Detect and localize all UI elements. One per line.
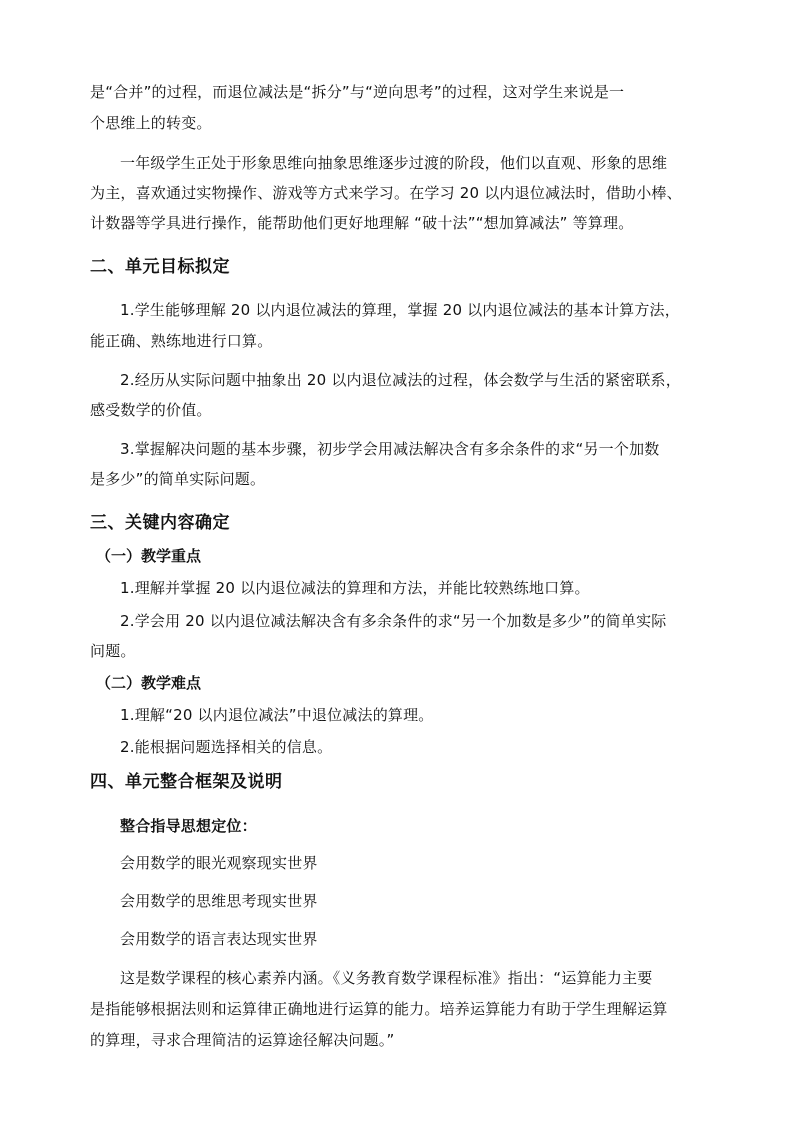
intro-line-2: 个思维上的转变。 — [90, 114, 212, 132]
intro-line-4: 为主，喜欢通过实物操作、游戏等方式来学习。在学习 20 以内退位减法时，借助小棒、 — [90, 184, 682, 202]
guiding-idea-label: 整合指导思想定位： — [120, 817, 257, 835]
key-point-1: 1.理解并掌握 20 以内退位减法的算理和方法，并能比较熟练地口算。 — [120, 579, 590, 597]
difficult-point-2: 2.能根据问题选择相关的信息。 — [120, 738, 333, 756]
key-point-2-line-1: 2.学会用 20 以内退位减法解决含有多余条件的求“另一个加数是多少”的简单实际 — [120, 612, 667, 630]
section-3-heading: 三、关键内容确定 — [90, 513, 230, 533]
goal-1-line-2: 能正确、熟练地进行口算。 — [90, 332, 273, 350]
section-2-heading: 二、单元目标拟定 — [90, 257, 230, 277]
principle-3: 会用数学的语言表达现实世界 — [120, 930, 318, 948]
intro-line-3: 一年级学生正处于形象思维向抽象思维逐步过渡的阶段，他们以直观、形象的思维 — [120, 154, 668, 172]
subheading-key-points: （一）教学重点 — [96, 547, 202, 565]
goal-1-line-1: 1.学生能够理解 20 以内退位减法的算理，掌握 20 以内退位减法的基本计算方法， — [120, 301, 680, 319]
goal-2-line-2: 感受数学的价值。 — [90, 401, 212, 419]
core-line-1: 这是数学课程的核心素养内涵。《义务教育数学课程标准》指出：“运算能力主要 — [120, 969, 653, 987]
difficult-point-1: 1.理解“20 以内退位减法”中退位减法的算理。 — [120, 706, 434, 724]
goal-2-line-1: 2.经历从实际问题中抽象出 20 以内退位减法的过程，体会数学与生活的紧密联系， — [120, 371, 681, 389]
goal-3-line-1: 3.掌握解决问题的基本步骤，初步学会用减法解决含有多余条件的求“另一个加数 — [120, 440, 660, 458]
core-line-2: 是指能够根据法则和运算律正确地进行运算的能力。培养运算能力有助于学生理解运算 — [90, 1000, 668, 1018]
goal-3-line-2: 是多少”的简单实际问题。 — [90, 470, 266, 488]
core-line-3: 的算理，寻求合理简洁的运算途径解决问题。” — [90, 1031, 395, 1049]
intro-line-5: 计数器等学具进行操作，能帮助他们更好地理解 “破十法”“想加算减法” 等算理。 — [90, 214, 634, 232]
key-point-2-line-2: 问题。 — [90, 642, 136, 660]
principle-2: 会用数学的思维思考现实世界 — [120, 892, 318, 910]
section-4-heading: 四、单元整合框架及说明 — [90, 772, 283, 792]
intro-line-1: 是“合并”的过程，而退位减法是“拆分”与“逆向思考”的过程，这对学生来说是一 — [90, 83, 625, 101]
principle-1: 会用数学的眼光观察现实世界 — [120, 854, 318, 872]
subheading-difficult-points: （二）教学难点 — [96, 674, 202, 692]
